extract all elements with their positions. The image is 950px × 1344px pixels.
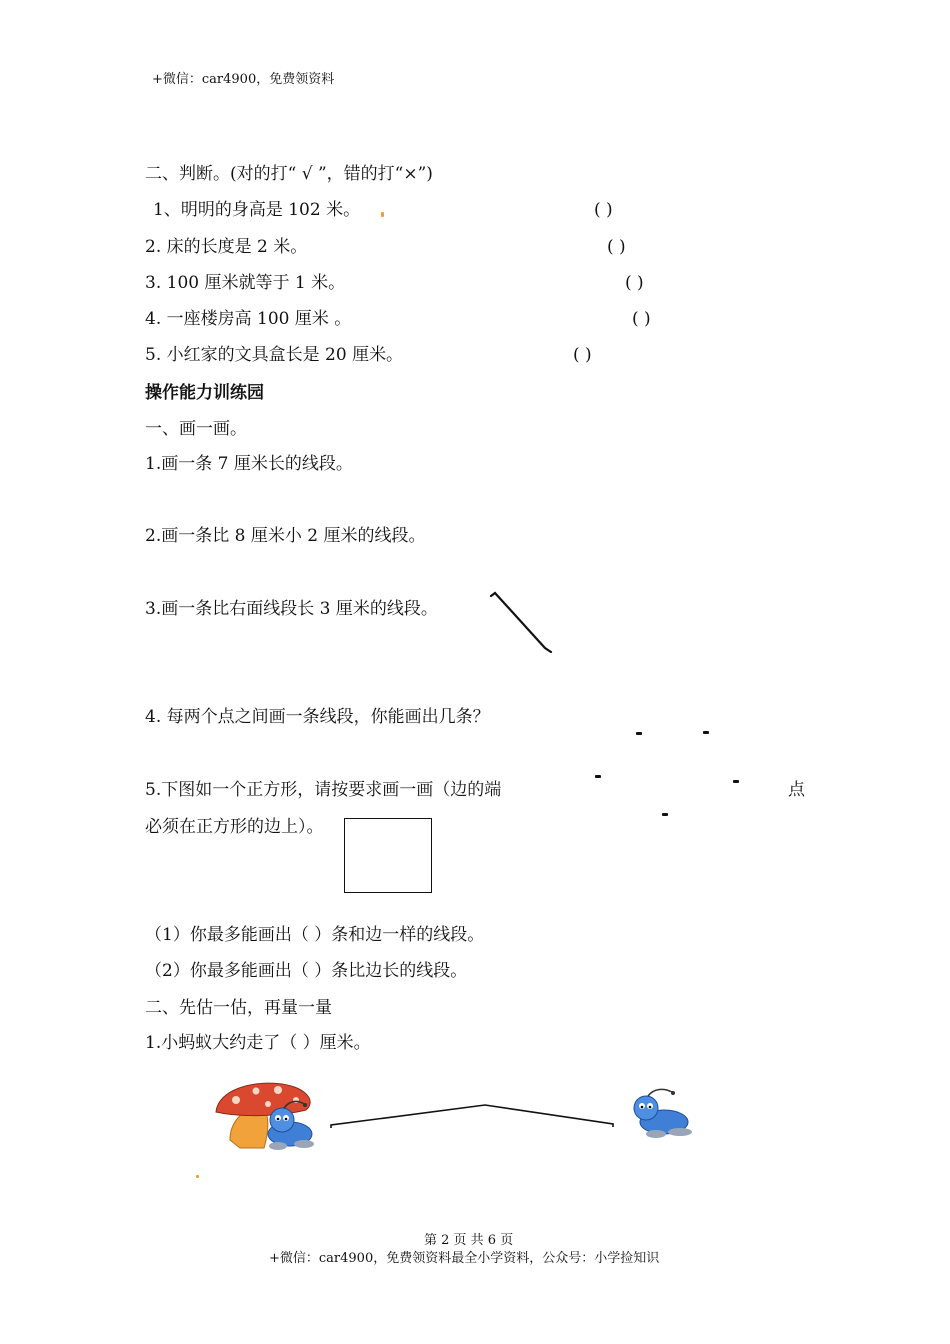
point-2 bbox=[703, 731, 709, 734]
measure-q1: 1.小蚂蚁大约走了（ ）厘米。 bbox=[145, 1033, 371, 1053]
draw-sub2: （2）你最多能画出（ ）条比边长的线段。 bbox=[145, 961, 468, 981]
reference-segment bbox=[485, 588, 565, 668]
draw-q5-point: 点 bbox=[788, 780, 805, 800]
page-footer: +微信：car4900，免费领资料最全小学资料，公众号：小学捡知识 bbox=[269, 1251, 660, 1266]
section-title: 操作能力训练园 bbox=[145, 383, 264, 403]
judge-blank-4: ( ) bbox=[632, 309, 651, 329]
ant-path bbox=[325, 1098, 615, 1138]
point-1 bbox=[636, 732, 642, 735]
mushroom-ant-icon bbox=[212, 1078, 332, 1154]
judge-item-2: 2. 床的长度是 2 米。 bbox=[145, 237, 308, 257]
judge-blank-5: ( ) bbox=[573, 345, 592, 365]
point-5 bbox=[662, 813, 668, 816]
orange-mark bbox=[196, 1175, 199, 1178]
judge-blank-1: ( ) bbox=[594, 200, 613, 220]
draw-q5-line2: 必须在正方形的边上）。 bbox=[145, 817, 324, 837]
measure-title: 二、先估一估，再量一量 bbox=[145, 998, 332, 1018]
draw-sub1: （1）你最多能画出（ ）条和边一样的线段。 bbox=[145, 925, 485, 945]
judge-blank-2: ( ) bbox=[607, 237, 626, 257]
draw-q3: 3.画一条比右面线段长 3 厘米的线段。 bbox=[145, 599, 438, 619]
draw-q4: 4. 每两个点之间画一条线段，你能画出几条？ bbox=[145, 707, 490, 727]
orange-mark bbox=[381, 212, 384, 217]
judge-item-4: 4. 一座楼房高 100 厘米 。 bbox=[145, 309, 352, 329]
point-3 bbox=[595, 775, 601, 778]
page-header: +微信：car4900，免费领资料 bbox=[152, 72, 335, 87]
page-number: 第 2 页 共 6 页 bbox=[424, 1233, 514, 1248]
point-4 bbox=[733, 780, 739, 783]
draw-title: 一、画一画。 bbox=[145, 419, 247, 439]
judge-item-1: 1、明明的身高是 102 米。 bbox=[153, 200, 361, 220]
judge-title: 二、判断。(对的打“ √ ”，错的打“×”) bbox=[145, 164, 433, 184]
judge-item-5: 5. 小红家的文具盒长是 20 厘米。 bbox=[145, 345, 404, 365]
draw-q1: 1.画一条 7 厘米长的线段。 bbox=[145, 454, 353, 474]
judge-item-3: 3. 100 厘米就等于 1 米。 bbox=[145, 273, 346, 293]
draw-q5-line1: 5.下图如一个正方形，请按要求画一画（边的端 bbox=[145, 780, 502, 800]
ant-icon bbox=[624, 1084, 700, 1140]
judge-blank-3: ( ) bbox=[625, 273, 644, 293]
square-figure bbox=[344, 818, 432, 893]
draw-q2: 2.画一条比 8 厘米小 2 厘米的线段。 bbox=[145, 526, 426, 546]
